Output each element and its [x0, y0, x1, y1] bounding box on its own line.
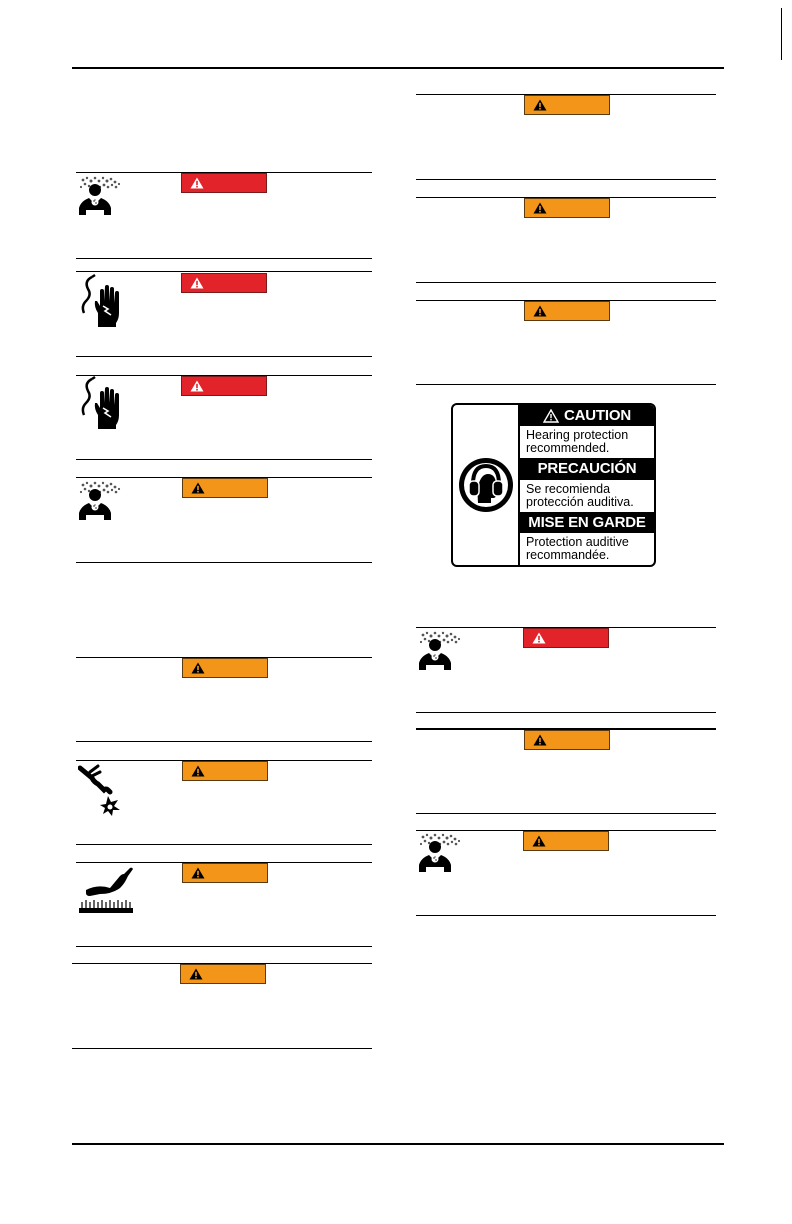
electrical-shock-icon [78, 375, 122, 431]
warning-badge [524, 198, 610, 218]
caution-text-es: Se recomienda protección auditiva. [526, 481, 634, 509]
section-rule [416, 813, 716, 814]
warning-triangle-icon [190, 277, 204, 289]
danger-badge [181, 273, 267, 293]
section-rule [72, 1048, 372, 1049]
caution-heading-en-text: CAUTION [564, 407, 631, 425]
warning-triangle-icon [533, 99, 547, 111]
warning-badge [524, 301, 610, 321]
section-rule [76, 741, 372, 742]
warning-triangle-icon [533, 305, 547, 317]
warning-badge [180, 964, 266, 984]
warning-triangle-icon [533, 202, 547, 214]
section-rule [76, 459, 372, 460]
section-rule [76, 844, 372, 845]
hearing-protection-label [451, 403, 656, 567]
section-rule [76, 258, 372, 259]
section-rule [416, 179, 716, 180]
warning-badge [524, 95, 610, 115]
danger-badge [523, 628, 609, 648]
danger-badge [181, 173, 267, 193]
warning-triangle-icon [191, 867, 205, 879]
warning-triangle-icon [191, 765, 205, 777]
section-rule [416, 915, 716, 916]
warning-triangle-icon [543, 409, 559, 423]
caution-text-fr: Protection auditive recommandée. [526, 534, 629, 562]
burn-hand-icon [78, 762, 124, 816]
warning-triangle-icon [191, 662, 205, 674]
hearing-protection-icon [458, 457, 514, 513]
electrical-shock-icon [78, 273, 122, 329]
section-rule [416, 282, 716, 283]
caution-heading-en [520, 405, 654, 426]
toxic-fumes-icon [78, 175, 124, 215]
warning-triangle-icon [190, 177, 204, 189]
section-rule [76, 356, 372, 357]
header-rule [72, 67, 724, 69]
section-rule [76, 562, 372, 563]
section-rule [76, 946, 372, 947]
warning-badge [182, 863, 268, 883]
warning-badge [182, 478, 268, 498]
caution-heading-es: PRECAUCIÓN [520, 458, 654, 479]
warning-badge [182, 761, 268, 781]
warning-badge [182, 658, 268, 678]
warning-badge [524, 730, 610, 750]
toxic-fumes-icon [78, 480, 124, 520]
section-rule [416, 712, 716, 713]
cut-line [781, 8, 782, 60]
warning-triangle-icon [190, 380, 204, 392]
caution-text-en: Hearing protection recommended. [526, 428, 629, 456]
section-rule [416, 384, 716, 385]
warning-triangle-icon [532, 835, 546, 847]
warning-triangle-icon [532, 632, 546, 644]
toxic-fumes-icon [418, 630, 464, 670]
caution-heading-fr: MISE EN GARDE [520, 512, 654, 533]
warning-triangle-icon [189, 968, 203, 980]
hearing-protection-symbol [453, 405, 520, 565]
warning-triangle-icon [533, 734, 547, 746]
hot-surface-icon [78, 864, 134, 914]
footer-rule [72, 1143, 724, 1145]
section-rule [76, 271, 372, 272]
danger-badge [181, 376, 267, 396]
toxic-fumes-icon [418, 832, 464, 872]
warning-triangle-icon [191, 482, 205, 494]
warning-badge [523, 831, 609, 851]
